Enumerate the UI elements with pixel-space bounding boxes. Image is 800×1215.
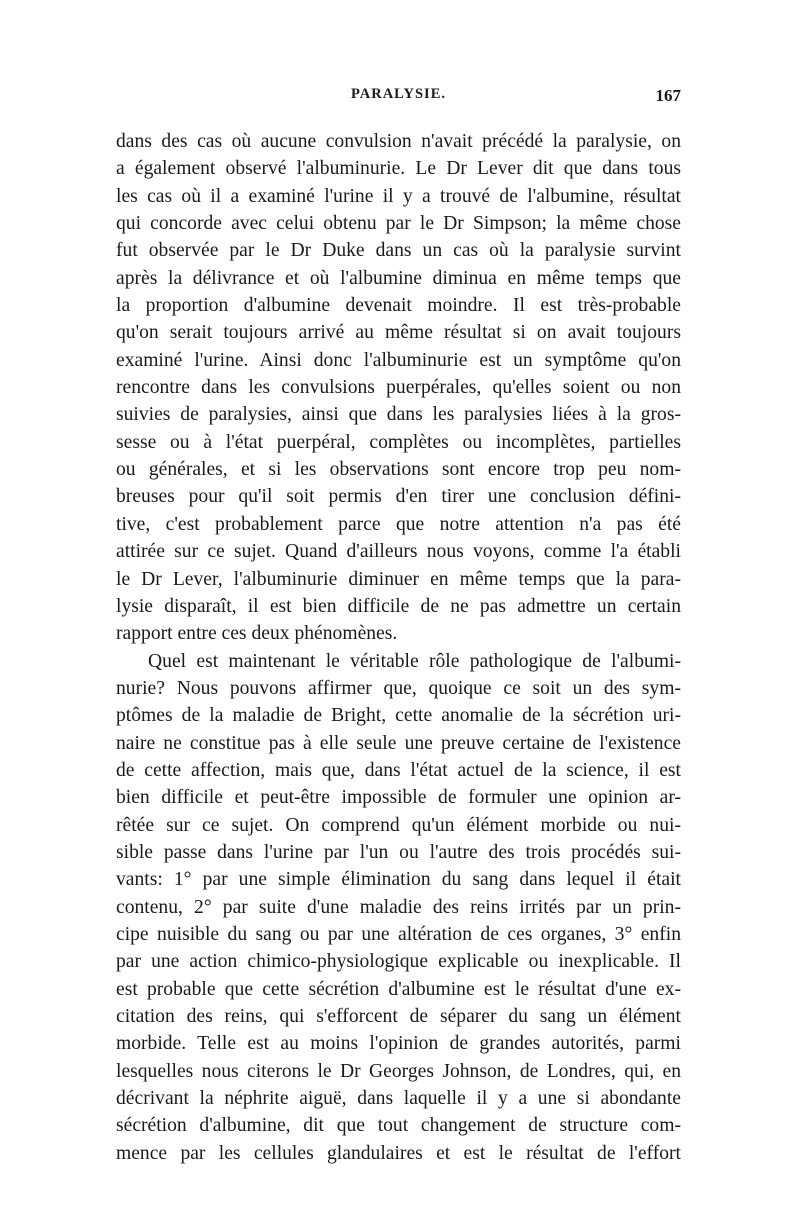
text-line: est probable que cette sécrétion d'albumine est le résultat d'une ex-	[116, 978, 681, 1000]
text-line: après la délivrance et où l'albumine diminua en même temps que	[116, 267, 681, 289]
text-line: rêtée sur ce sujet. On comprend qu'un élément morbide ou nui-	[116, 814, 681, 836]
text-line: par une action chimico-physiologique explicable ou inexplicable. Il	[116, 951, 681, 973]
text-line: la proportion d'albumine devenait moindre. Il est très-probable	[116, 295, 681, 317]
text-line: sécrétion d'albumine, dit que tout changement de structure com-	[116, 1115, 681, 1137]
text-line: le Dr Lever, l'albuminurie diminuer en même temps que la para-	[116, 568, 681, 590]
text-line: lesquelles nous citerons le Dr Georges Johnson, de Londres, qui, en	[116, 1060, 681, 1082]
page-number: 167	[655, 86, 681, 105]
text-line: citation des reins, qui s'efforcent de séparer du sang un élément	[116, 1006, 681, 1027]
text-line: nurie? Nous pouvons affirmer que, quoique ce soit un des sym-	[116, 677, 681, 699]
text-line: ou générales, et si les observations sont encore trop peu nom-	[116, 459, 681, 481]
text-line: a également observé l'albuminurie. Le Dr Lever dit que dans tous	[116, 158, 681, 180]
text-line: attirée sur ce sujet. Quand d'ailleurs nous voyons, comme l'a établi	[116, 541, 681, 563]
text-line: les cas où il a examiné l'urine il y a trouvé de l'albumine, résultat	[116, 185, 681, 207]
text-line: contenu, 2° par suite d'une maladie des reins irrités par un prin-	[116, 896, 681, 918]
text-line: qu'on serait toujours arrivé au même résultat si on avait toujours	[116, 322, 681, 344]
text-line: de cette affection, mais que, dans l'état actuel de la science, il est	[116, 759, 681, 781]
running-title: PARALYSIE.	[350, 86, 446, 102]
text-body	[116, 128, 681, 1167]
text-line: fut observée par le Dr Duke dans un cas où la paralysie survint	[116, 240, 681, 262]
text-line: sible passe dans l'urine par l'un ou l'autre des trois procédés sui-	[116, 841, 681, 863]
text-line: dans des cas où aucune convulsion n'avait précédé la paralysie, on	[116, 131, 681, 152]
text-line: cipe nuisible du sang ou par une altération de ces organes, 3° enfin	[116, 923, 681, 945]
text-line: décrivant la néphrite aiguë, dans laquelle il y a une si abondante	[116, 1088, 681, 1110]
text-line: tive, c'est probablement parce que notre attention n'a pas été	[116, 513, 681, 535]
text-line: ptômes de la maladie de Bright, cette anomalie de la sécrétion uri-	[116, 705, 681, 727]
text-line: vants: 1° par une simple élimination du sang dans lequel il était	[116, 869, 681, 891]
text-line: breuses pour qu'il soit permis d'en tirer une conclusion défini-	[116, 486, 681, 508]
text-line: naire ne constitue pas à elle seule une preuve certaine de l'existence	[116, 732, 681, 754]
text-line: qui concorde avec celui obtenu par le Dr Simpson; la même chose	[116, 213, 681, 235]
text-line: mence par les cellules glandulaires et est le résultat de l'effort	[116, 1142, 681, 1164]
text-line: bien difficile et peut-être impossible de formuler une opinion ar-	[116, 787, 681, 809]
text-line: lysie disparaît, il est bien difficile de ne pas admettre un certain	[116, 595, 681, 617]
text-line: suivies de paralysies, ainsi que dans les paralysies liées à la gros-	[116, 404, 681, 426]
paragraph-start-line: Quel est maintenant le véritable rôle pathologique de l'albumi-	[148, 650, 681, 672]
paragraph-end-line: rapport entre ces deux phénomènes.	[116, 623, 398, 645]
text-line: sesse ou à l'état puerpéral, complètes ou incomplètes, partielles	[116, 431, 681, 453]
text-line: examiné l'urine. Ainsi donc l'albuminurie est un symptôme qu'on	[116, 349, 681, 371]
text-line: morbide. Telle est au moins l'opinion de grandes autorités, parmi	[116, 1033, 681, 1055]
text-line: rencontre dans les convulsions puerpérales, qu'elles soient ou non	[116, 377, 681, 399]
running-head	[116, 86, 681, 110]
